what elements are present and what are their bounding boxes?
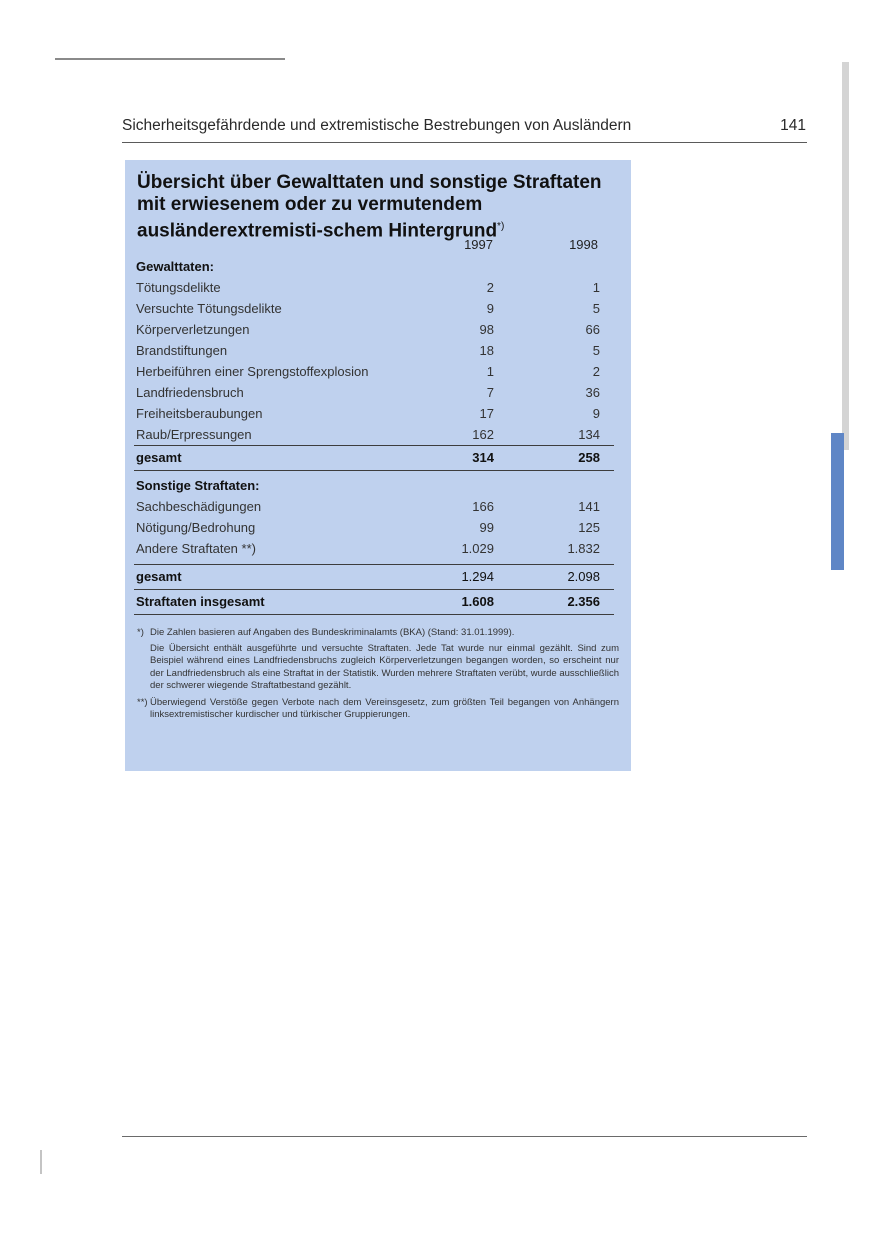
table-row: Versuchte Tötungsdelikte 9 5 xyxy=(136,301,600,316)
statistics-box xyxy=(125,160,631,771)
page-number: 141 xyxy=(780,117,806,134)
table-row: Tötungsdelikte 2 1 xyxy=(136,280,600,295)
table-row: Freiheitsberaubungen 17 9 xyxy=(136,406,600,421)
footnote-paragraph: Die Zahlen basieren auf Angaben des Bundeskriminalamts (BKA) (Stand: 31.01.1999). xyxy=(150,627,515,638)
section-heading-violent: Gewalttaten: xyxy=(136,259,215,274)
box-title: Übersicht über Gewalttaten und sonstige Straftaten mit erwiesenem oder zu vermutendem ausländerextremisti-schem Hintergrund*) xyxy=(137,172,602,242)
table-row: Raub/Erpressungen 162 134 xyxy=(136,427,600,442)
table-row: Herbeiführen einer Sprengstoffexplosion 1 2 xyxy=(136,364,600,379)
chapter-tab xyxy=(831,433,844,570)
footer-rule xyxy=(122,1136,807,1137)
header-rule xyxy=(122,142,807,143)
footnotes xyxy=(137,627,619,726)
page-edge-stripe xyxy=(842,62,849,450)
table-row: Andere Straftaten **) 1.029 1.832 xyxy=(136,541,600,556)
total-row-violent: gesamt 314 258 xyxy=(134,445,614,471)
table-row: Brandstiftungen 18 5 xyxy=(136,343,600,358)
section-heading-other: Sonstige Straftaten: xyxy=(136,478,260,493)
grand-total-row: Straftaten insgesamt 1.608 2.356 xyxy=(134,590,614,615)
footnote-marker: *) xyxy=(137,627,144,638)
column-header-1997: 1997 xyxy=(464,237,493,252)
binding-mark xyxy=(40,1150,42,1174)
footnote-paragraph: Überwiegend Verstöße gegen Verbote nach dem Vereinsgesetz, zum größten Teil begangen von Anhängern linksextremistischer kurdischer und türkischer Gruppierungen. xyxy=(150,696,619,720)
total-row-other: gesamt 1.294 2.098 xyxy=(134,564,614,590)
table-row: Landfriedensbruch 7 36 xyxy=(136,385,600,400)
footnote-1 xyxy=(137,627,619,693)
footnote-paragraph: Die Übersicht enthält ausgeführte und versuchte Straftaten. Jede Tat wurde nur einmal gezählt. Sind zum Beispiel während eines Landfriedensbruchs zugleich Körperverletzungen begangen worden, so erscheint nur der Landfriedensbruch als eine Straftat in der Statistik. Wurden mehrere Straftaten verübt, wurde ausschließlich der schwerer wiegende Straftatbestand gezählt. xyxy=(150,642,619,691)
footnote-marker: **) xyxy=(137,696,148,708)
title-footnote-marker: *) xyxy=(497,221,505,232)
running-header-title: Sicherheitsgefährdende und extremistische Bestrebungen von Ausländern xyxy=(122,117,632,134)
statistics-table xyxy=(134,256,614,615)
footnote-2 xyxy=(137,697,619,722)
top-rule xyxy=(55,58,285,60)
table-row: Sachbeschädigungen 166 141 xyxy=(136,499,600,514)
table-row: Nötigung/Bedrohung 99 125 xyxy=(136,520,600,535)
column-header-1998: 1998 xyxy=(569,237,598,252)
table-row: Körperverletzungen 98 66 xyxy=(136,322,600,337)
